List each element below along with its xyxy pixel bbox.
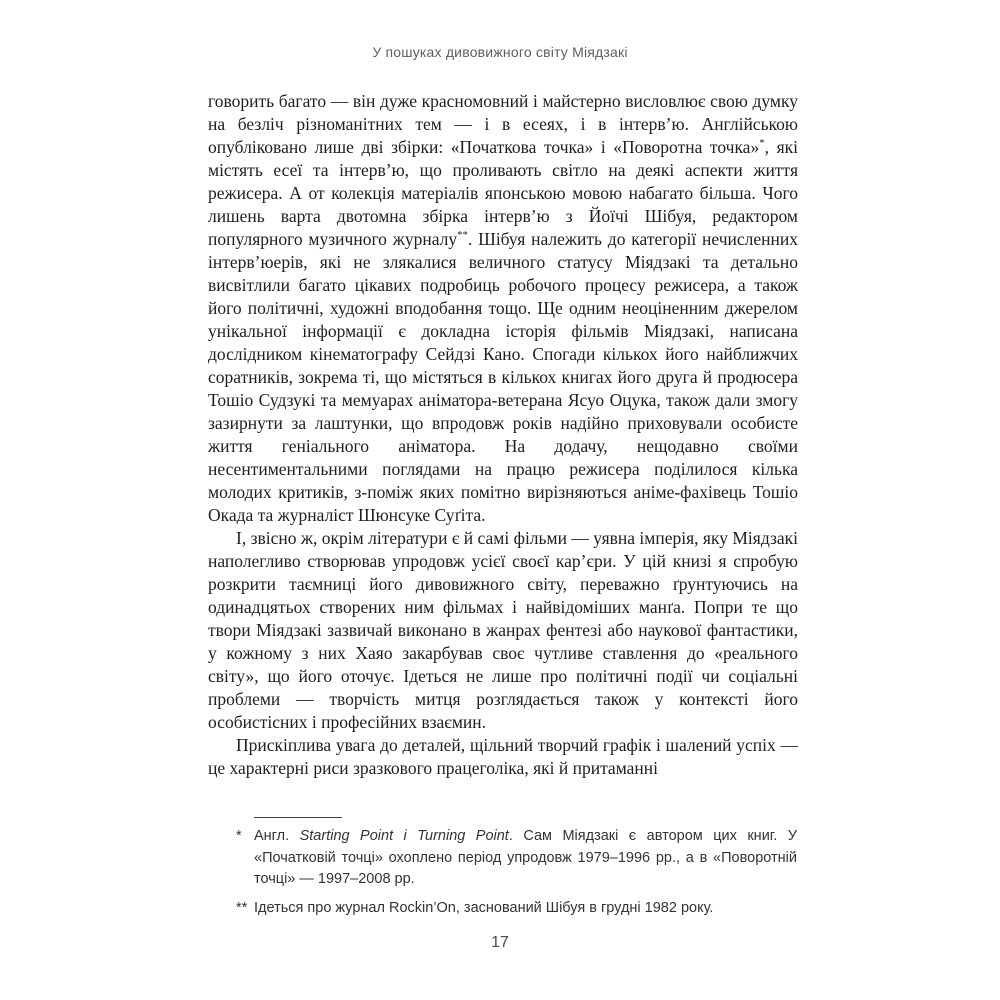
footnote-marker-1: * bbox=[236, 828, 242, 844]
footnote-text-2: Ідеться про журнал Rockin’On, заснований Шібуя в грудні 1982 року. bbox=[254, 899, 714, 916]
page-number: 17 bbox=[491, 934, 509, 951]
footnote-2 bbox=[236, 898, 797, 920]
paragraph-2: І, звісно ж, окрім літератури є й самі фільми — уявна імперія, яку Міядзакі наполегливо створював упродовж усієї своєї кар’єри. У цій книзі я спробую розкрити таємниці його дивовижного світу, переважно ґрунтуючись на одинадцятьох створених ним фільмах і найвідоміших манґа. Попри те що твори Міядзакі зазвичай виконано в жанрах фентезі або наукової фантастики, у кожному з них Хаяо закарбував своє чутливе ставлення до «реального світу», що його оточує. Ідеться не лише про політичні події чи соціальні проблеми — творчість митця розглядається також у контексті його особистісних і професійних взаємин. bbox=[208, 528, 798, 732]
footnote-marker-2: ** bbox=[236, 899, 248, 916]
body-text bbox=[208, 90, 798, 780]
footnote-text-1: Англ. Starting Point і Turning Point. Сам Міядзакі є автором цих книг. У «Початковій точці» охоплено період упродовж 1979–1996 рр., а в «Поворотній точці» — 1997–2008 рр. bbox=[254, 828, 798, 887]
paragraph-1: говорить багато — він дуже красномовний і майстерно висловлює свою думку на безліч різноманітних тем — і в есеях, і в інтерв’ю. Англійською опубліковано лише дві збірки: «Початкова точка» і «Поворотна точка»*, які містять есеї та інтерв’ю, що проливають світло на деякі аспекти життя режисера. А от колекція матеріалів японською мовою набагато більша. Чого лишень варта двотомна збірка інтерв’ю з Йоїчі Шібуя, редактором популярного музичного журналу**. Шібуя належить до категорії нечисленних інтерв’юерів, які не злякалися величного статусу Міядзакі та детально висвітлили багато цікавих подробиць робочого процесу режисера, а також його політичні, художні вподобання тощо. Ще одним неоціненним джерелом унікальної інформації є докладна історія фільмів Міядзакі, написана дослідником кінематографу Сейдзі Кано. Спогади кількох його найближчих соратників, зокрема ті, що містяться в кількох книгах його друга й продюсера Тошіо Судзукі та мемуарах аніматора-ветерана Ясуо Оцука, також дали змогу зазирнути за лаштунки, що впродовж років надійно приховували особисте життя геніального аніматора. На додачу, нещодавно своїми несентиментальними поглядами на працю режисера поділилося кілька молодих критиків, з-поміж яких помітно вирізняються аніме-фахівець Тошіо Окада та журналіст Шюнсуке Суґіта. bbox=[208, 91, 798, 525]
footnote-1 bbox=[236, 826, 797, 891]
footnote-separator-rule bbox=[254, 817, 342, 818]
running-header: У пошуках дивовижного світу Міядзакі bbox=[372, 44, 628, 60]
paragraph-3: Прискіплива увага до деталей, щільний творчий графік і шалений успіх — це характерні риси зразкового працеголіка, які й притаманні bbox=[208, 735, 798, 778]
footnotes-section bbox=[236, 817, 797, 926]
